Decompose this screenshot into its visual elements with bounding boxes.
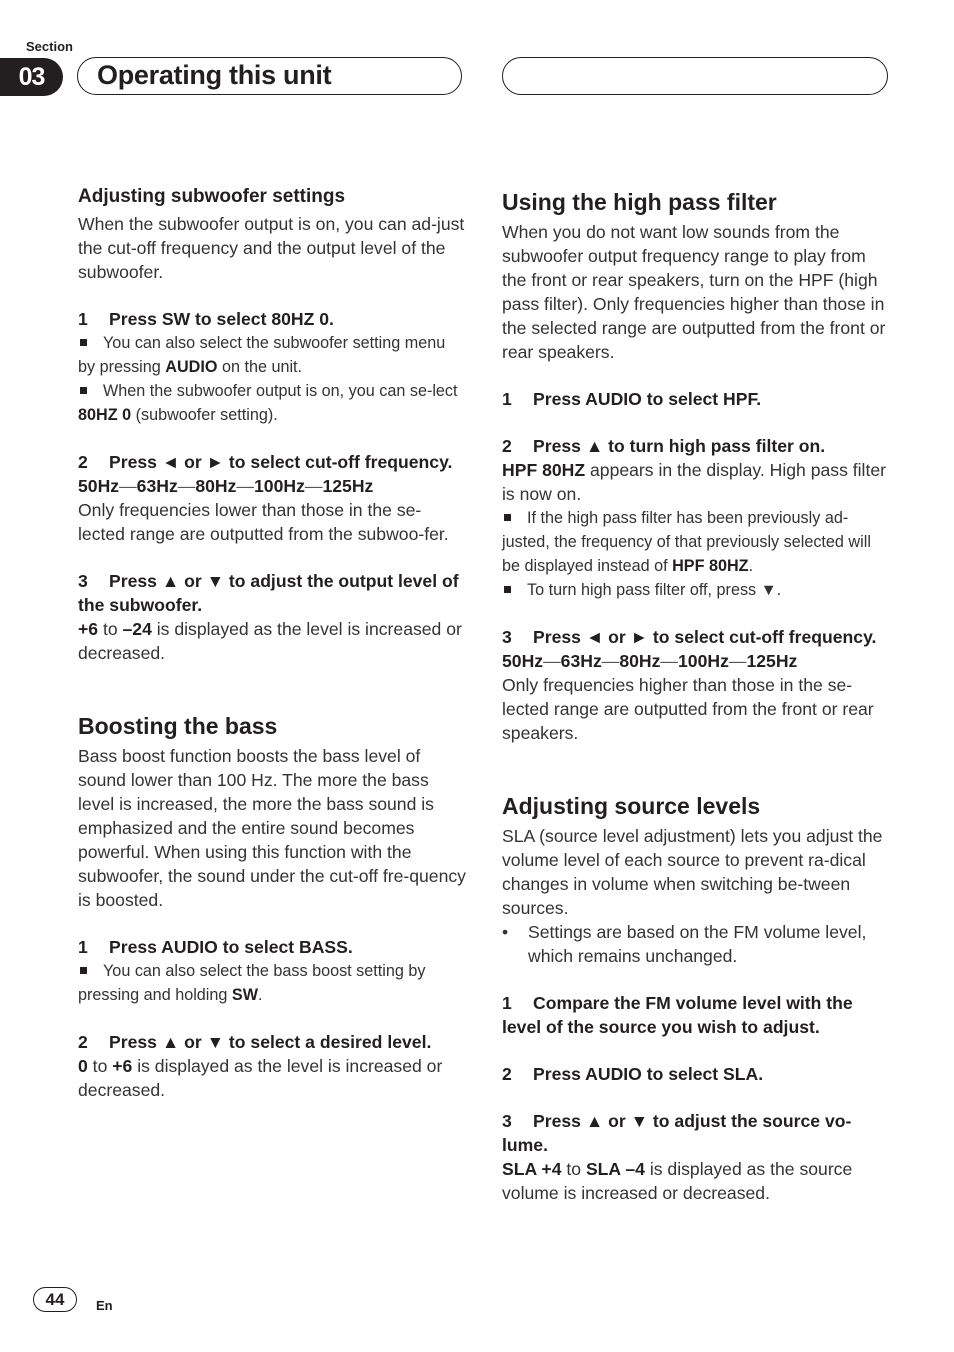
subwoofer-step-3: 3 Press ▲ or ▼ to adjust the output level of the subwoofer. (78, 571, 459, 615)
hpf-note-1: If the high pass filter has been previously ad-justed, the frequency of that previously selected will be displayed instead of HPF 80HZ. (502, 509, 871, 575)
square-bullet-icon (504, 514, 511, 521)
hpf-heading: Using the high pass filter (502, 189, 777, 215)
sla-intro: SLA (source level adjustment) lets you adjust the volume level of each source to prevent ra-dical changes in volume when switching be-tween sources. (502, 826, 883, 918)
sla-step-3-body: SLA +4 to SLA –4 is displayed as the source volume is increased or decreased. (502, 1159, 853, 1203)
sla-step-1: 1 Compare the FM volume level with the level of the source you wish to adjust. (502, 993, 853, 1037)
subwoofer-step-2: 2 Press ◄ or ► to select cut-off frequency. (78, 452, 453, 472)
hpf-step-3: 3 Press ◄ or ► to select cut-off frequency. (502, 627, 877, 647)
square-bullet-icon (504, 586, 511, 593)
hpf-intro: When you do not want low sounds from the subwoofer output frequency range to play from the front or rear speakers, turn on the HPF (high pass filter). Only frequencies higher than those in the selected range are outputted from the front or rear speakers. (502, 222, 886, 362)
right-column (502, 188, 890, 1205)
subwoofer-frequency-list: 50Hz—63Hz—80Hz—100Hz—125Hz (78, 476, 374, 496)
hpf-frequency-list: 50Hz—63Hz—80Hz—100Hz—125Hz (502, 651, 798, 671)
square-bullet-icon (80, 387, 87, 394)
sla-step-3: 3 Press ▲ or ▼ to adjust the source vo-lume. (502, 1111, 852, 1155)
sla-bullet: • Settings are based on the FM volume level, which remains unchanged. (502, 922, 867, 966)
hpf-step-3-body: Only frequencies higher than those in the se-lected range are outputted from the front or rear speakers. (502, 675, 874, 743)
subwoofer-step-1: 1 Press SW to select 80HZ 0. (78, 309, 334, 329)
bass-intro: Bass boost function boosts the bass level of sound lower than 100 Hz. The more the bass level is increased, the more the bass sound is emphasized and the entire sound becomes powerful. When using this function with the subwoofer, the sound under the cut-off fre-quency is boosted. (78, 746, 466, 910)
bass-heading: Boosting the bass (78, 713, 278, 739)
subwoofer-intro: When the subwoofer output is on, you can ad-just the cut-off frequency and the output level of the subwoofer. (78, 214, 465, 282)
header-blank-frame (502, 57, 888, 95)
sla-step-2: 2 Press AUDIO to select SLA. (502, 1064, 764, 1084)
subwoofer-note-2: When the subwoofer output is on, you can se-lect 80HZ 0 (subwoofer setting). (78, 382, 458, 424)
hpf-step-2: 2 Press ▲ to turn high pass filter on. (502, 436, 826, 456)
bass-step-1: 1 Press AUDIO to select BASS. (78, 937, 353, 957)
square-bullet-icon (80, 967, 87, 974)
hpf-step-2-body: HPF 80HZ appears in the display. High pass filter is now on. (502, 460, 886, 504)
square-bullet-icon (80, 339, 87, 346)
sla-heading: Adjusting source levels (502, 793, 761, 819)
subwoofer-step-2-body: Only frequencies lower than those in the se-lected range are outputted from the subwoo-fer. (78, 500, 449, 544)
section-number-badge: 03 (0, 58, 63, 96)
left-column (78, 186, 466, 1102)
round-bullet-icon: • (502, 922, 509, 942)
page-title: Operating this unit (97, 60, 332, 90)
hpf-step-1: 1 Press AUDIO to select HPF. (502, 389, 762, 409)
bass-note-1: You can also select the bass boost setting by pressing and holding SW. (78, 962, 426, 1004)
page-number: 44 (33, 1287, 77, 1312)
section-label: Section (26, 39, 73, 54)
hpf-note-2: To turn high pass filter off, press ▼. (502, 578, 890, 602)
bass-step-2-body: 0 to +6 is displayed as the level is increased or decreased. (78, 1056, 443, 1100)
subwoofer-note-1: You can also select the subwoofer setting menu by pressing AUDIO on the unit. (78, 334, 446, 376)
subwoofer-heading: Adjusting subwoofer settings (78, 186, 346, 207)
bass-step-2: 2 Press ▲ or ▼ to select a desired level. (78, 1032, 432, 1052)
language-label: En (96, 1298, 113, 1313)
subwoofer-step-3-body: +6 to –24 is displayed as the level is increased or decreased. (78, 619, 462, 663)
